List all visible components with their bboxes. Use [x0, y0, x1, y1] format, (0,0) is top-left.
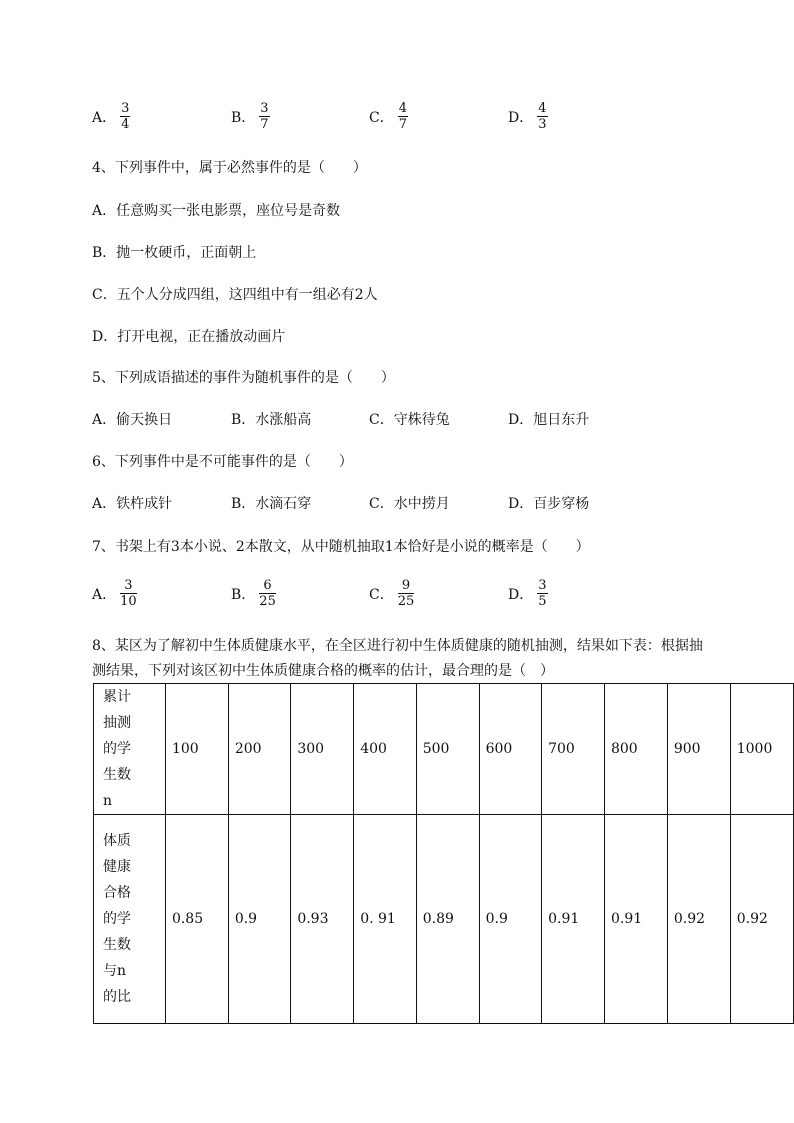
q6-option-b: B．水滴石穿: [231, 496, 312, 512]
table-cell: 0.91: [542, 815, 605, 1024]
q5-option-b: B．水涨船高: [231, 412, 312, 428]
row-header: [94, 815, 166, 1024]
q5-stem: 5、下列成语描述的事件为随机事件的是（ ）: [92, 370, 395, 386]
option-letter: D．: [508, 586, 534, 603]
denominator: 5: [538, 594, 547, 609]
denominator: 25: [259, 594, 276, 609]
option-letter: A．: [92, 586, 117, 603]
q3-option-d: [508, 101, 548, 132]
q3-option-b: [231, 101, 270, 132]
q7-option-d: [508, 578, 548, 609]
table-cell: 0.93: [291, 815, 354, 1024]
fraction: [398, 578, 415, 609]
table-row: [94, 815, 794, 1024]
table-cell: 1000: [730, 684, 793, 815]
q3-option-c: [369, 101, 408, 132]
denominator: 10: [120, 594, 137, 609]
fraction: [259, 101, 269, 132]
denominator: 7: [260, 117, 269, 132]
option-letter: D．: [508, 109, 534, 126]
fraction: [120, 578, 137, 609]
row-header-text: 体质健康合格的学生数与n的比: [103, 833, 131, 1005]
option-letter: A．: [92, 109, 117, 126]
table-cell: 800: [604, 684, 667, 815]
numerator: 3: [538, 578, 547, 593]
fraction: [537, 578, 547, 609]
table-cell: 600: [479, 684, 542, 815]
numerator: 3: [121, 101, 130, 116]
q6-stem: 6、下列事件中是不可能事件的是（ ）: [92, 454, 353, 470]
option-letter: B．: [231, 109, 256, 126]
table-cell: 0.9: [479, 815, 542, 1024]
table-cell: 100: [165, 684, 228, 815]
numerator: 4: [398, 101, 407, 116]
table-cell: 500: [416, 684, 479, 815]
q4-stem: 4、下列事件中，属于必然事件的是（ ）: [92, 160, 367, 176]
q5-option-d: D．旭日东升: [508, 412, 590, 428]
q7-option-b: [231, 578, 276, 609]
table-cell: 400: [354, 684, 417, 815]
denominator: 7: [398, 117, 407, 132]
numerator: 3: [124, 578, 133, 593]
table-cell: 300: [291, 684, 354, 815]
denominator: 25: [397, 594, 415, 609]
q8-stem-line2: 测结果，下列对该区初中生体质健康合格的概率的估计，最合理的是（ ）: [92, 663, 554, 679]
fraction: [398, 101, 408, 132]
option-letter: C．: [369, 109, 394, 126]
q4-option-a: A．任意购买一张电影票，座位号是奇数: [92, 203, 341, 219]
option-letter: B．: [231, 586, 256, 603]
table-cell: 0.91: [604, 815, 667, 1024]
numerator: 6: [263, 578, 272, 593]
table-cell: 0.92: [667, 815, 730, 1024]
table-cell: 900: [667, 684, 730, 815]
q4-option-b: B．抛一枚硬币，正面朝上: [92, 245, 257, 261]
q6-option-c: C．水中捞月: [369, 496, 450, 512]
q7-stem: 7、书架上有3本小说、2本散文，从中随机抽取1本恰好是小说的概率是（ ）: [92, 539, 590, 555]
table-cell: 700: [542, 684, 605, 815]
option-letter: C．: [369, 586, 394, 603]
denominator: 3: [538, 117, 547, 132]
q6-option-d: D．百步穿杨: [508, 496, 590, 512]
numerator: 3: [260, 101, 269, 116]
denominator: 4: [121, 117, 130, 132]
q3-option-a: [92, 101, 130, 132]
q5-option-a: A．偷天换日: [92, 412, 173, 428]
q5-option-c: C．守株待兔: [369, 412, 450, 428]
q7-option-c: [369, 578, 414, 609]
numerator: 9: [401, 578, 411, 593]
q6-option-a: A．铁杵成针: [92, 496, 173, 512]
q4-option-d: D．打开电视，正在播放动画片: [92, 329, 286, 345]
numerator: 4: [538, 101, 547, 116]
table-cell: 0.9: [228, 815, 291, 1024]
q4-option-c: C．五个人分成四组，这四组中有一组必有2人: [92, 287, 378, 303]
row-header-text: 累计抽测的学生数n: [103, 689, 131, 809]
q8-stem-line1: 8、某区为了解初中生体质健康水平，在全区进行初中生体质健康的随机抽测，结果如下表：根据抽: [92, 638, 703, 654]
table-cell: 0.85: [165, 815, 228, 1024]
row-header: [94, 684, 166, 815]
fraction: [120, 101, 130, 132]
q7-option-a: [92, 578, 137, 609]
table-row: [94, 684, 794, 815]
fraction: [537, 101, 547, 132]
table-cell: 0. 91: [354, 815, 417, 1024]
results-table: [93, 683, 794, 1024]
table-cell: 0.89: [416, 815, 479, 1024]
table-cell: 0.92: [730, 815, 793, 1024]
fraction: [259, 578, 276, 609]
table-cell: 200: [228, 684, 291, 815]
